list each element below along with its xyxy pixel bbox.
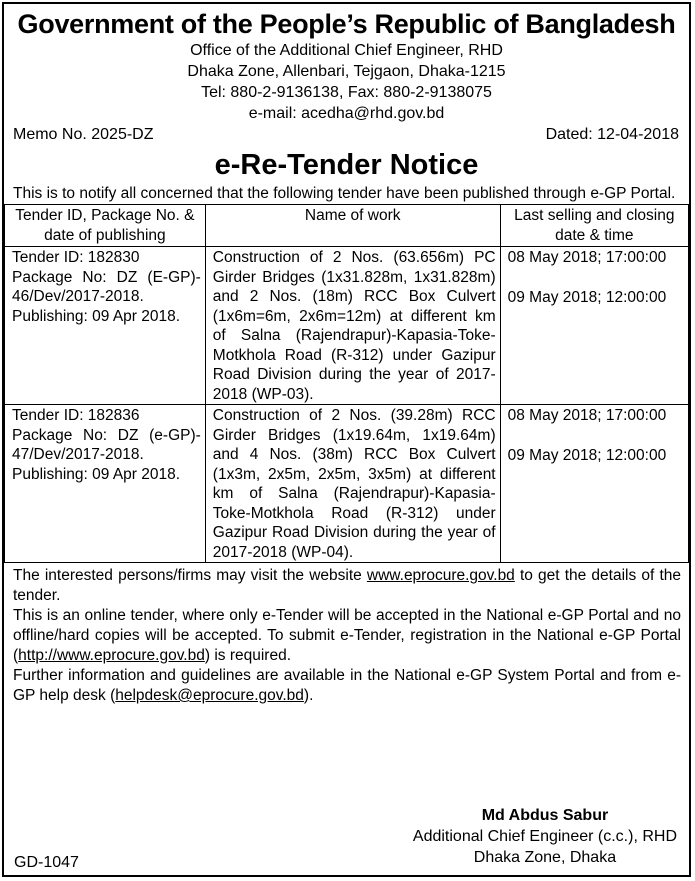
footer-instructions xyxy=(4,563,689,706)
gd-number: GD-1047 xyxy=(14,854,79,871)
column-header-dates: Last selling and closing date & time xyxy=(500,205,688,247)
letterhead xyxy=(4,8,689,124)
phone-fax: Tel: 880-2-9136138, Fax: 880-2-9138075 xyxy=(201,84,492,101)
selling-date: 08 May 2018; 17:00:00 xyxy=(507,407,667,424)
tender-table xyxy=(4,204,689,563)
email-line: e-mail: acedha@rhd.gov.bd xyxy=(248,105,445,122)
memo-date: Dated: 12-04-2018 xyxy=(545,126,679,143)
closing-date: 09 May 2018; 12:00:00 xyxy=(507,288,667,306)
closing-date: 09 May 2018; 12:00:00 xyxy=(507,446,667,464)
help-desk-paragraph: Further information and guidelines are available in the National e-GP System Portal and from e-GP help desk (helpdesk@eprocure.gov.bd). xyxy=(13,667,681,704)
signature-block xyxy=(413,805,677,868)
government-title: Government of the People’s Republic of Bangladesh xyxy=(17,9,676,39)
eprocure-url-link[interactable]: http://www.eprocure.gov.bd xyxy=(18,647,205,664)
table-row xyxy=(5,405,689,563)
signatory-name: Md Abdus Sabur xyxy=(481,807,609,824)
publishing-date: Publishing: 09 Apr 2018. xyxy=(12,307,181,325)
office-address: Dhaka Zone, Allenbari, Tejgaon, Dhaka-1215 xyxy=(187,63,506,80)
office-name: Office of the Additional Chief Engineer, RHD xyxy=(190,42,503,59)
package-number: Package No: DZ (e-GP)- 47/Dev/2017-2018. xyxy=(12,426,201,463)
notice-frame xyxy=(2,2,691,877)
intro-text: This is to notify all concerned that the following tender have been published through e-GP Portal. xyxy=(13,185,676,202)
publishing-date: Publishing: 09 Apr 2018. xyxy=(12,465,181,483)
column-header-name-of-work: Name of work xyxy=(205,205,500,247)
package-number: Package No: DZ (E-GP)- 46/Dev/2017-2018. xyxy=(12,268,201,305)
dates-cell xyxy=(500,405,688,563)
memo-number: Memo No. 2025-DZ xyxy=(13,126,154,143)
work-description: Construction of 2 Nos. (63.656m) PC Girder Bridges (1x31.828m, 1x31.828m) and 2 Nos. (18m) RCC Box Culvert (1x6m=6m, 2x6m=12m) at different km of Salna (Rajendrapur)-Kapasia-Toke-Motkhola Road (R-312) under Gazipur Road Division during the year of 2017-2018 (WP-03). xyxy=(205,247,500,405)
tender-info-cell xyxy=(5,247,206,405)
eprocure-link[interactable]: www.eprocure.gov.bd xyxy=(366,567,515,584)
table-row xyxy=(5,247,689,405)
dates-cell xyxy=(500,247,688,405)
tender-id: Tender ID: 182830 xyxy=(12,249,140,266)
helpdesk-email-link[interactable]: helpdesk@eprocure.gov.bd xyxy=(115,687,304,704)
memo-row xyxy=(4,125,689,145)
signatory-designation: Additional Chief Engineer (c.c.), RHD xyxy=(412,828,677,845)
signatory-zone: Dhaka Zone, Dhaka xyxy=(473,849,617,866)
column-header-tender-id: Tender ID, Package No. & date of publishing xyxy=(5,205,206,247)
work-description: Construction of 2 Nos. (39.28m) RCC Girder Bridges (1x19.64m, 1x19.64m) and 4 Nos. (38m) RCC Box Culvert (1x3m, 2x5m, 2x5m, 3x5m) at different km of Salna (Rajendrapur)-Kapasia-Toke-Motkhola Road (R-312) under Gazipur Road Division during the year of 2017-2018 (WP-04). xyxy=(205,405,500,563)
table-header-row xyxy=(5,205,689,247)
selling-date: 08 May 2018; 17:00:00 xyxy=(507,249,667,266)
website-paragraph: The interested persons/firms may visit the website www.eprocure.gov.bd to get the details of the tender. xyxy=(13,567,681,604)
online-tender-paragraph: This is an online tender, where only e-Tender will be accepted in the National e-GP Portal and no offline/hard copies will be accepted. To submit e-Tender, registration in the National e-GP Portal (http://www.eprocure.gov.bd) is required. xyxy=(13,607,681,664)
tender-info-cell xyxy=(5,405,206,563)
notice-title: e-Re-Tender Notice xyxy=(214,149,479,181)
tender-id: Tender ID: 182836 xyxy=(12,407,140,424)
